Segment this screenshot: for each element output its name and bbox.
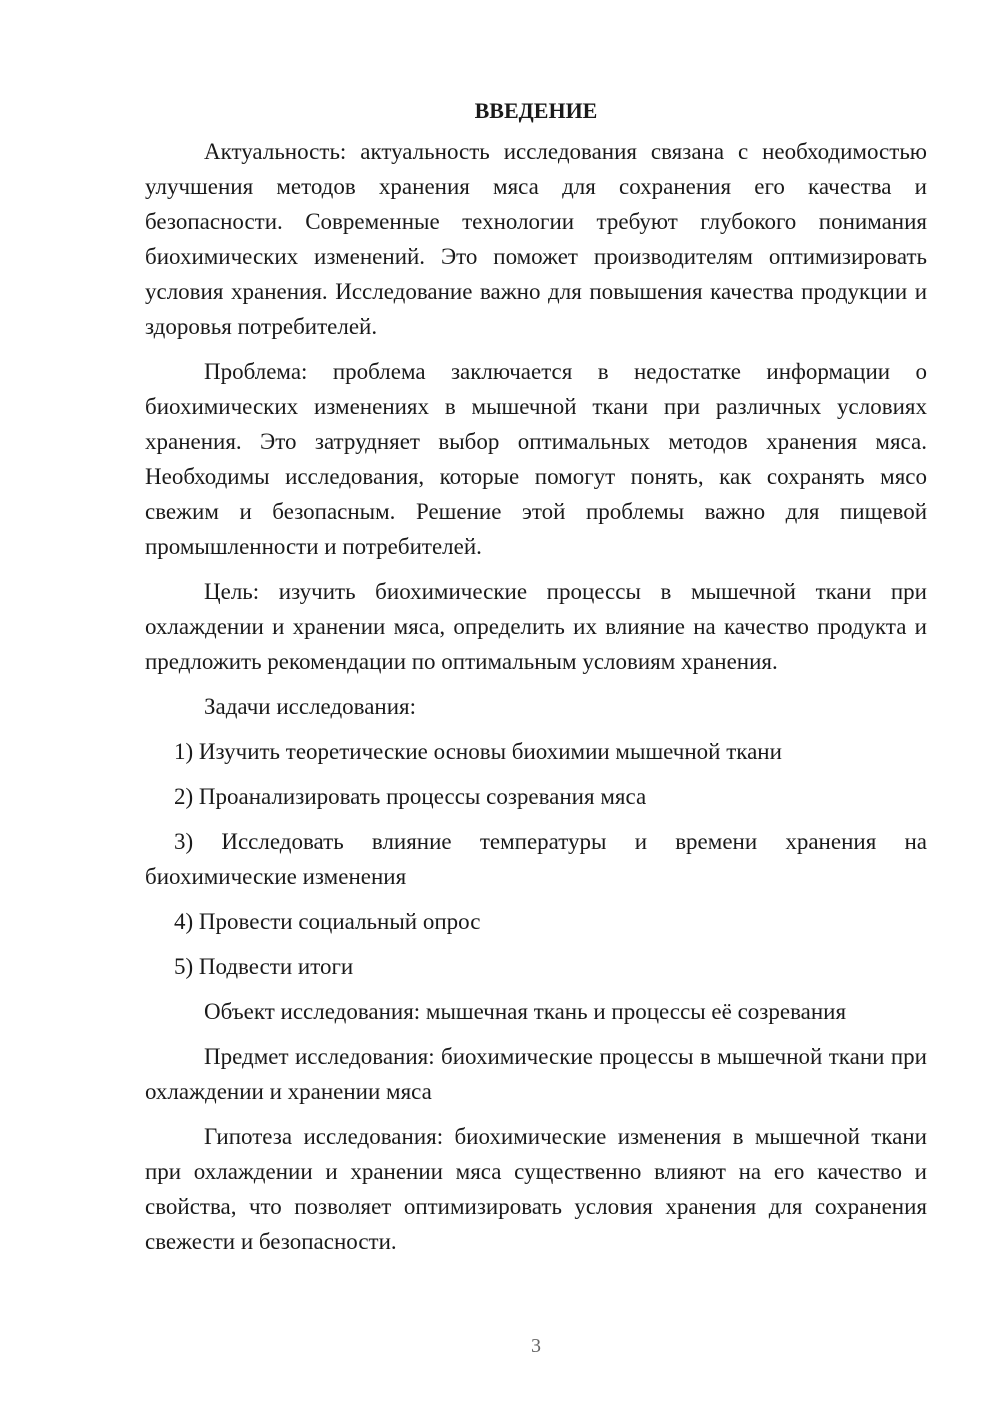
paragraph-goal: Цель: изучить биохимические процессы в мышечной ткани при охлаждении и хранении мяса, определить их влияние на качество продукта и предложить рекомендации по оптимальным условиям хранения.	[145, 579, 927, 674]
paragraph-hypothesis: Гипотеза исследования: биохимические изменения в мышечной ткани при охлаждении и хранении мяса существенно влияют на его качество и свойства, что позволяет оптимизировать условия хранения для сохранения свежести и безопасности.	[145, 1124, 927, 1254]
paragraph-problem: Проблема: проблема заключается в недостатке информации о биохимических изменениях в мышечной ткани при различных условиях хранения. Это затрудняет выбор оптимальных методов хранения мяса. Необходимы исследования, которые помогут понять, как сохранять мясо свежим и безопасным. Решение этой проблемы важно для пищевой промышленности и потребителей.	[145, 359, 927, 559]
task-item: 5) Подвести итоги	[174, 954, 354, 979]
tasks-heading: Задачи исследования:	[204, 694, 417, 719]
paragraph-relevance: Актуальность: актуальность исследования связана с необходимостью улучшения методов хранения мяса для сохранения его качества и безопасности. Современные технологии требуют глубокого понимания биохимических изменений. Это поможет производителям оптимизировать условия хранения. Исследование важно для повышения качества продукции и здоровья потребителей.	[145, 139, 927, 339]
task-item: 3) Исследовать влияние температуры и времени хранения на биохимические изменения	[145, 829, 927, 889]
task-item: 4) Провести социальный опрос	[174, 909, 481, 934]
page-content	[145, 96, 927, 1269]
task-item: 2) Проанализировать процессы созревания мяса	[174, 784, 647, 809]
task-item: 1) Изучить теоретические основы биохимии мышечной ткани	[174, 739, 782, 764]
paragraph-subject: Предмет исследования: биохимические процессы в мышечной ткани при охлаждении и хранении мяса	[145, 1044, 927, 1104]
section-title: ВВЕДЕНИЕ	[474, 98, 598, 123]
page-number: 3	[531, 1335, 541, 1357]
paragraph-object: Объект исследования: мышечная ткань и процессы её созревания	[204, 999, 847, 1024]
